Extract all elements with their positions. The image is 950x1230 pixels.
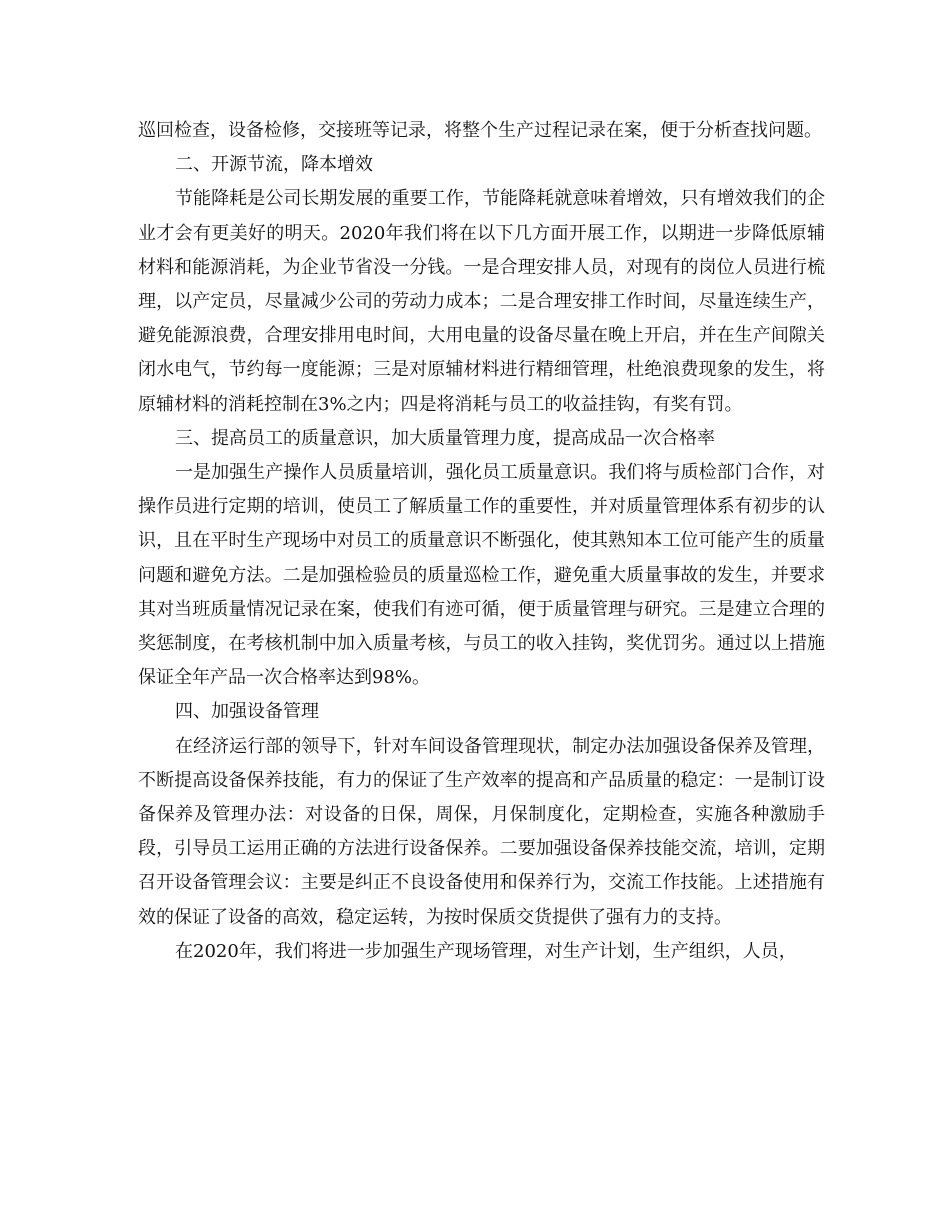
document-body (138, 114, 825, 969)
paragraph-continuation: 巡回检查，设备检修，交接班等记录，将整个生产过程记录在案，便于分析查找问题。 (138, 120, 822, 141)
paragraph-2020-plan: 在2020年，我们将进一步加强生产现场管理，对生产计划，生产组织，人员， (175, 940, 797, 962)
paragraph-equipment: 在经济运行部的领导下，针对车间设备管理现状，制定办法加强设备保养及管理，不断提高设备保养技能，有力的保证了生产效率的提高和产品质量的稳定：一是制订设备保养及管理办法：对设备的日保，周保，月保制度化，定期检查，实施各种激励手段，引导员工运用正确的方法进行设备保养。二要加强设备保养技能交流，培训，定期召开设备管理会议：主要是纠正不良设备使用和保养行为，交流工作技能。上述措施有效的保证了设备的高效，稳定运转，为按时保质交货提供了强有力的支持。 (138, 735, 825, 928)
section-heading-2: 二、开源节流，降本增效 (175, 154, 373, 176)
paragraph-energy-saving: 节能降耗是公司长期发展的重要工作，节能降耗就意味着增效，只有增效我们的企业才会有更美好的明天。2020年我们将在以下几方面开展工作，以期进一步降低原辅材料和能源消耗，为企业节省没一分钱。一是合理安排人员，对现有的岗位人员进行梳理，以产定员，尽量减少公司的劳动力成本；二是合理安排工作时间，尽量连续生产，避免能源浪费，合理安排用电时间，大用电量的设备尽量在晚上开启，并在生产间隙关闭水电气，节约每一度能源；三是对原辅材料进行精细管理，杜绝浪费现象的发生，将原辅材料的消耗控制在3%之内；四是将消耗与员工的收益挂钩，有奖有罚。 (138, 188, 825, 415)
section-heading-3: 三、提高员工的质量意识，加大质量管理力度，提高成品一次合格率 (175, 427, 715, 449)
section-heading-4: 四、加强设备管理 (175, 701, 319, 723)
paragraph-quality: 一是加强生产操作人员质量培训，强化员工质量意识。我们将与质检部门合作，对操作员进行定期的培训，使员工了解质量工作的重要性，并对质量管理体系有初步的认识，且在平时生产现场中对员工的质量意识不断强化，使其熟知本工位可能产生的质量问题和避免方法。二是加强检验员的质量巡检工作，避免重大质量事故的发生，并要求其对当班质量情况记录在案，使我们有迹可循，便于质量管理与研究。三是建立合理的奖惩制度，在考核机制中加入质量考核，与员工的收入挂钩，奖优罚劣。通过以上措施保证全年产品一次合格率达到98%。 (138, 462, 825, 689)
